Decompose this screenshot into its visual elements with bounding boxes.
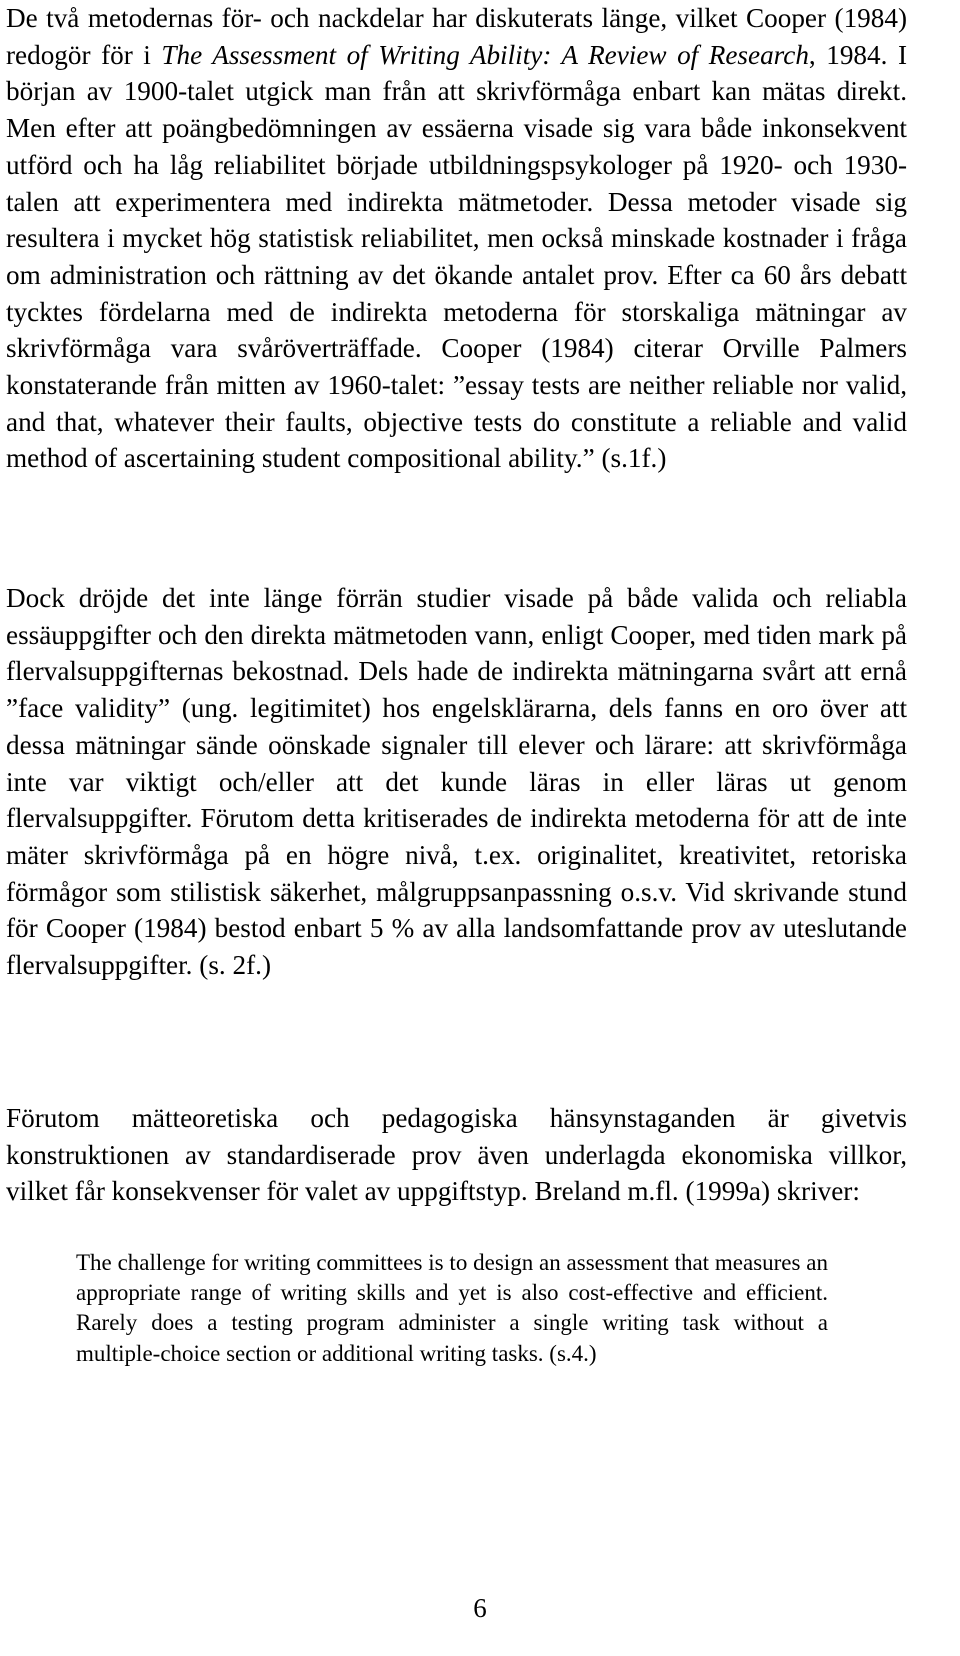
paragraph-1-intro: De två metodernas för- och nackdelar har diskuterats länge, vilket Cooper (1984) redogör för i — [6, 3, 907, 70]
paragraph-3: Förutom mätteoretiska och pedagogiska hänsynstaganden är givetvis konstruktionen av standardiserade prov även underlagda ekonomiska villkor, vilket får konsekvenser för valet av uppgiftstyp. Breland m.fl. (1999a) skriver: — [6, 1103, 907, 1207]
paragraph-2: Dock dröjde det inte länge förrän studier visade på både valida och reliabla essäuppgifter och den direkta mätmetoden vann, enligt Cooper, med tiden mark på flervalsuppgifternas bekostnad. Dels hade de indirekta mätningarna svårt att ernå ”face validity” (ung. legitimitet) hos engelsklärarna, dels fanns en oro över att dessa mätningar sände oönskade signaler till elever och lärare: att skrivförmåga inte var viktigt och/eller att det kunde läras in eller läras ut genom flervalsuppgifter. Förutom detta kritiserades de indirekta metoderna för att de inte mäter skrivförmåga på en högre nivå, t.ex. originalitet, kreativitet, retoriska förmågor som stilistisk säkerhet, målgruppsanpassning o.s.v. Vid skrivande stund för Cooper (1984) bestod enbart 5 % av alla landsomfattande prov av uteslutande flervalsuppgifter. (s. 2f.) — [6, 583, 907, 981]
cited-work-title: The Assessment of Writing Ability: A Review of Research — [161, 39, 809, 70]
paragraph-1 — [6, 0, 907, 477]
block-quote: The challenge for writing committees is to design an assessment that measures an appropriate range of writing skills and yet is also cost-effective and efficient. Rarely does a testing program administer a single writing task without a multiple-choice section or additional writing tasks. (s.4.) — [76, 1250, 828, 1366]
paragraph-1-body: , 1984. I början av 1900-talet utgick man från att skrivförmåga enbart kan mätas direkt. Men efter att poängbedömningen av essäerna visade sig vara både inkonsekvent utförd och ha låg reliabilitet började utbildningspsykologer på 1920- och 1930-talen att experimentera med indirekta mätmetoder. Dessa metoder visade sig resultera i mycket hög statistisk reliabilitet, men också minskade kostnader i fråga om administration och rättning av det ökande antalet prov. Efter ca 60 års debatt tycktes fördelarna med de indirekta metoderna för storskaliga mätningar av skrivförmåga vara svåröverträffade. Cooper (1984) citerar Orville Palmers konstaterande från mitten av 1960-talet: ”essay tests are neither reliable nor valid, and that, whatever their faults, objective tests do constitute a reliable and valid method of ascertaining student compositional ability.” (s.1f.) — [6, 39, 907, 474]
page-number: 6 — [473, 1593, 487, 1623]
